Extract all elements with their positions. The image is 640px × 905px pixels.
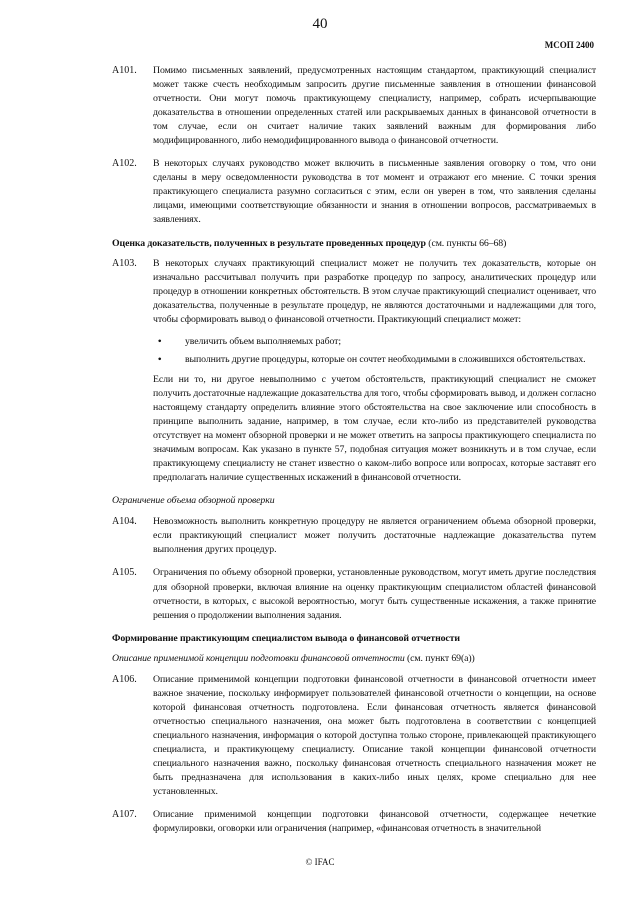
- paragraph-a101: [112, 64, 596, 148]
- page-content: [112, 64, 596, 845]
- section-heading-evaluation: [112, 237, 596, 251]
- paragraph-number: A102.: [112, 158, 137, 170]
- paragraph-a105: [112, 566, 596, 622]
- section-heading-title: Оценка доказательств, полученных в результате проведенных процедур: [112, 237, 426, 249]
- footer-copyright: © IFAC: [305, 857, 335, 867]
- paragraph-number: A101.: [112, 65, 137, 76]
- paragraph-a107: [112, 808, 596, 836]
- paragraph-text: Невозможность выполнить конкретную процедуру не является ограничением объема обзорной проверки, если практикующий специалист может получить достаточные надлежащие доказательства путем выполнения других процедур.: [153, 516, 596, 556]
- bullet-item: [153, 335, 596, 349]
- page-number: 40: [312, 16, 328, 32]
- bullet-text: выполнить другие процедуры, которые он сочтет необходимыми в сложившихся обстоятельствах.: [185, 353, 586, 365]
- paragraph-a106: [112, 673, 596, 799]
- bullet-item: [153, 353, 596, 367]
- paragraph-number: A105.: [112, 567, 137, 579]
- paragraph-text: В некоторых случаях практикующий специалист может не получить тех доказательств, которые он изначально рассчитывал получить при разработке процедур по запросу, аналитических процедур или процедур в отношении конкретных обстоятельств. В этом случае практикующий специалист оценивает, что доказательства, полученные в результате процедур, не являются достаточными и надлежащими для того, чтобы сформировать вывод о финансовой отчетности. Практикующий специалист может:: [153, 257, 596, 325]
- standard-code: МСОП 2400: [544, 40, 594, 50]
- section-heading-ref: (см. пункты 66–68): [428, 237, 507, 249]
- paragraph-number: A107.: [112, 809, 137, 821]
- bullet-list: [153, 335, 596, 367]
- paragraph-continuation: Если ни то, ни другое невыполнимо с учетом обстоятельств, практикующий специалист не сможет получить достаточные надлежащие доказательства для того, чтобы сформировать вывод, и должен согласно настоящему стандарту определить влияние этого обстоятельства на свое заключение или способность в принципе выполнить задание, например, в том случае, если кто-либо из представителей руководства отсутствует на момент обзорной проверки и не может ответить на запросы практикующего специалиста по значимым вопросам. Как указано в пункте 57, подобная ситуация может возникнуть и в том случае, если практикующему специалисту не станет известно о каком-либо вопросе или вопросах, которые заставят его предполагать наличие существенных искажений в финансовой отчетности.: [153, 373, 596, 484]
- paragraph-text: Описание применимой концепции подготовки финансовой отчетности, содержащее нечеткие формулировки, оговорки или ограничения (например, «финансовая отчетность в значительной: [153, 809, 596, 835]
- paragraph-a102: [112, 157, 596, 227]
- section-heading-forming-conclusion: Формирование практикующим специалистом вывода о финансовой отчетности: [112, 632, 460, 644]
- subsection-heading-framework-description: [112, 652, 596, 666]
- paragraph-number: A104.: [112, 516, 137, 528]
- paragraph-text: Описание применимой концепции подготовки финансовой отчетности в финансовой отчетности имеет важное значение, поскольку информирует пользователей финансовой отчетности о концепции, на основе которой финансовая отчетность подготовлена. Если финансовая отчетность является финансовой отчетностью специального назначения, она может быть подготовлена в соответствии с концепцией специального назначения, информация о которой доступна только стороне, привлекающей практикующего специалиста, и практикующему специалисту. Описание такой концепции финансовой отчетности специального назначения важно, поскольку финансовая отчетность специального назначения может не быть предназначена для использования в каких-либо иных целях, кроме специально для нее установленных.: [153, 673, 596, 798]
- bullet-icon: •: [158, 353, 162, 365]
- paragraph-a103: [112, 257, 596, 486]
- bullet-text: увеличить объем выполняемых работ;: [185, 335, 341, 347]
- subsection-heading-title: Описание применимой концепции подготовки финансовой отчетности: [112, 652, 405, 664]
- paragraph-a104: [112, 515, 596, 557]
- paragraph-text: Помимо письменных заявлений, предусмотренных настоящим стандартом, практикующий специалист может также счесть необходимым запросить другие письменные заявления в отношении финансовой отчетности. Они могут помочь практикующему специалисту, например, собрать исчерпывающие доказательства в отношении определенных статей или раскрываемых данных в финансовой отчетности в том случае, если он считает наличие таких заявлений важным для формирования либо модифицированного, либо немодифицированного вывода о финансовой отчетности.: [153, 65, 596, 147]
- bullet-icon: •: [158, 335, 162, 347]
- paragraph-number: A103.: [112, 257, 137, 269]
- subsection-heading-scope-limitation: Ограничение объема обзорной проверки: [112, 495, 275, 507]
- paragraph-number: A106.: [112, 673, 137, 685]
- paragraph-text: Ограничения по объему обзорной проверки, установленные руководством, могут иметь другие последствия для обзорной проверки, включая влияние на оценку практикующим специалистом областей финансовой отчетности, в которых, с высокой вероятностью, могут быть существенные искажения, а также принятие решения о продолжении выполнения задания.: [153, 567, 596, 621]
- paragraph-text: В некоторых случаях руководство может включить в письменные заявления оговорку о том, что они сделаны в меру осведомленности руководства в тот момент и отражают его мнение. С точки зрения практикующего специалиста разумно согласиться с этим, если он уверен в том, что заявления сделаны лицами, имеющими соответствующие обязанности и знания в отношении вопросов, рассматриваемых в заявлениях.: [153, 158, 596, 226]
- subsection-heading-ref: (см. пункт 69(a)): [407, 652, 475, 664]
